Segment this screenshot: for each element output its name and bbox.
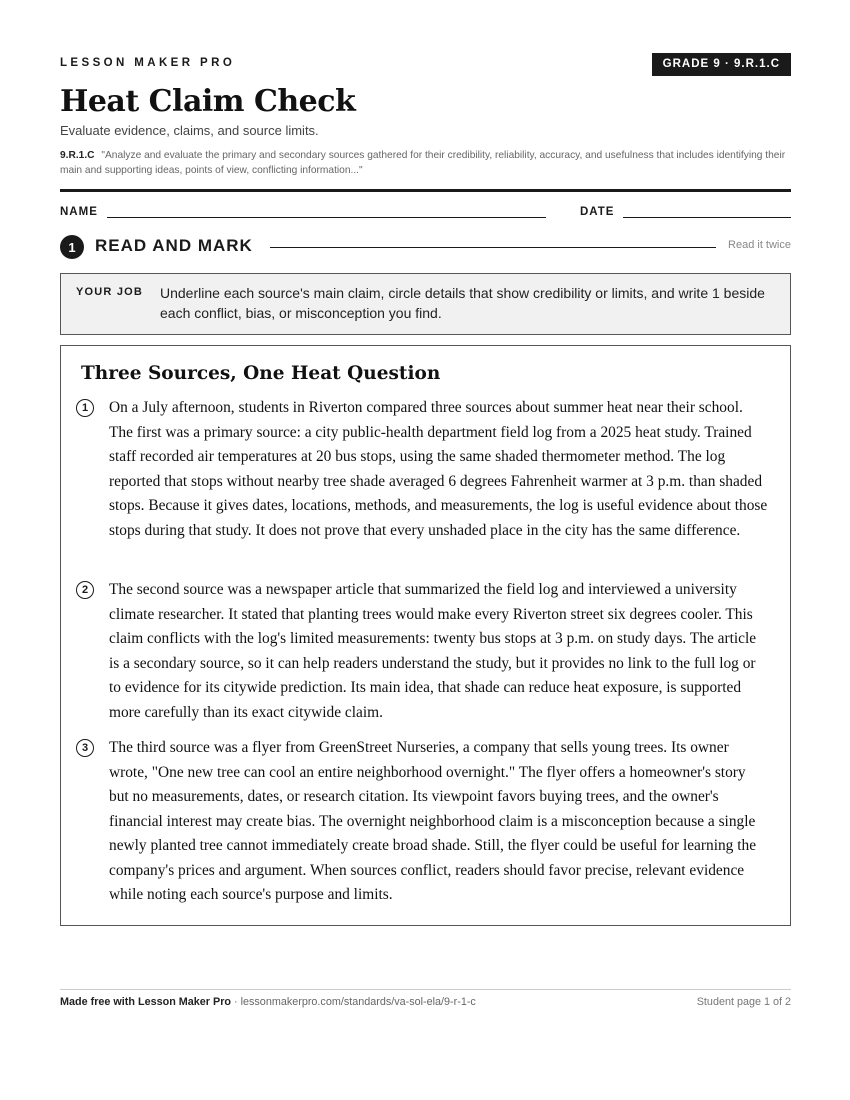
step-title: READ AND MARK [95,236,253,255]
grade-badge: GRADE 9 · 9.R.1.C [652,53,791,76]
date-label: DATE [580,206,615,218]
standard-code: 9.R.1.C [60,150,95,161]
name-label: NAME [60,206,98,218]
page-number: Student page 1 of 2 [696,996,791,1008]
footer-url[interactable]: lessonmakerpro.com/standards/va-sol-ela/9-r-1-c [240,996,476,1008]
footer-separator: · [231,996,241,1008]
passage-paragraph: The third source was a flyer from GreenStreet Nurseries, a company that sells young trees. Its owner wrote, "One new tree can cool an entire neighborhood overnight." The flyer offers a homeowner's story but no measurements, dates, or research citation. Its viewpoint favors buying trees, and the owner's financial interest may create bias. The overnight neighborhood claim is a misconception because a single newly planted tree cannot immediately create broad shade. Still, the flyer could be useful for learning the company's prices and argument. When sources conflict, readers should favor precise, relevant evidence while noting each source's purpose and limits. [109,739,757,903]
passage-title: Three Sources, One Heat Question [81,363,441,384]
passage-paragraph: On a July afternoon, students in Riverton compared three sources about summer heat near their school. The first was a primary source: a city public-health department field log from a 2025 heat study. Trained staff recorded air temperatures at 20 bus stops, using the same shaded thermometer method. The log reported that stops without nearby tree shade averaged 6 degrees Fahrenheit warmer at 3 p.m. than shaded stops. Because it gives dates, locations, methods, and measurements, the log is useful evidence about those stops during that study. It does not prove that every unshaded place in the city has the same difference. [109,399,768,539]
step-number-badge: 1 [60,235,84,259]
header-divider [60,189,791,192]
footer-made-with: Made free with Lesson Maker Pro [60,996,231,1008]
footer-credit [60,996,476,1008]
job-text: Underline each source's main claim, circle details that show credibility or limits, and write 1 beside each conflict, bias, or misconception you find. [160,285,765,321]
paragraph-number: 3 [76,739,94,757]
name-field[interactable] [107,217,546,218]
step-divider [270,247,716,248]
page-title: Heat Claim Check [60,84,356,119]
reading-passage [60,345,791,926]
paragraph-number: 1 [76,399,94,417]
job-label: YOUR JOB [76,286,144,298]
standard-text: "Analyze and evaluate the primary and secondary sources gathered for their credibility, reliability, accuracy, and usefulness that includes identifying their main and supporting ideas, points of view, conflicting information..." [60,150,786,176]
job-instructions-box [60,273,791,335]
page-subtitle: Evaluate evidence, claims, and source limits. [60,123,319,138]
passage-paragraph: The second source was a newspaper article that summarized the field log and interviewed a university climate researcher. It stated that planting trees would make every Riverton street six degrees cooler. This claim conflicts with the log's limited measurements: twenty bus stops at 3 p.m. on study days. The article is a secondary source, so it can help readers understand the study, but it provides no link to the full log or to evidence for its citywide prediction. Its main idea, that shade can reduce heat exposure, is supported more carefully than its exact citywide claim. [109,581,757,721]
worksheet-page [60,0,791,1100]
paragraph-number: 2 [76,581,94,599]
step-note: Read it twice [728,239,791,251]
date-field[interactable] [623,217,791,218]
standard-description [60,148,791,178]
brand-name: LESSON MAKER PRO [60,57,236,69]
footer-divider [60,989,791,990]
